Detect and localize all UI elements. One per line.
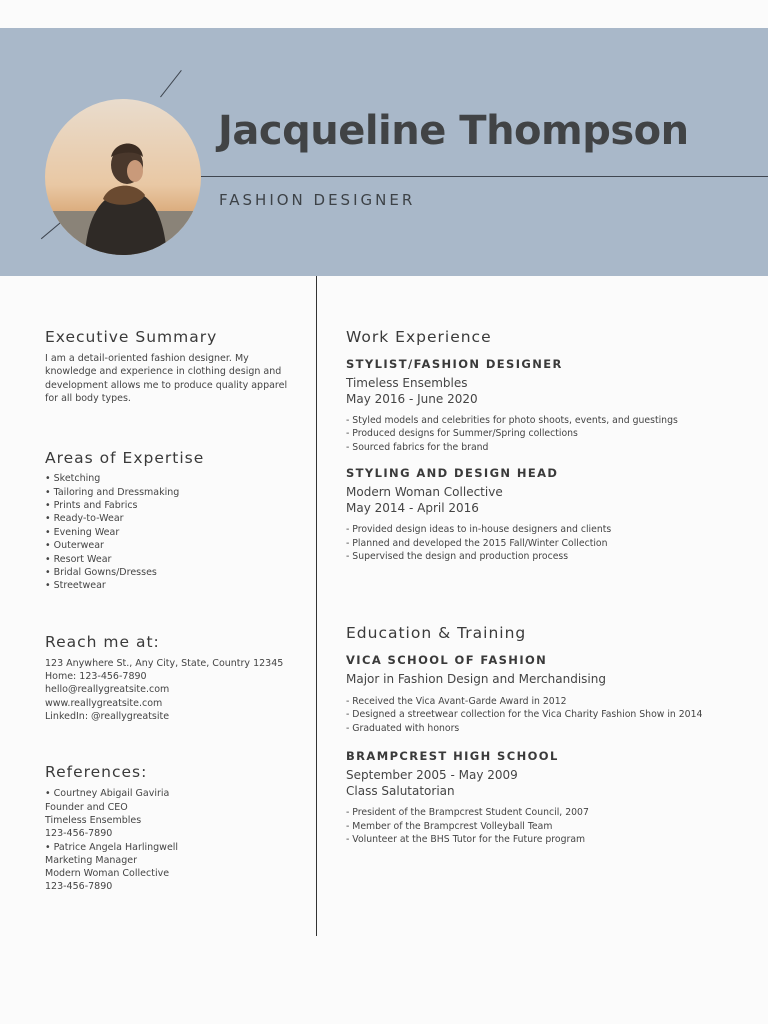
school-entry (346, 749, 746, 846)
linkedin-line: LinkedIn: @reallygreatsite (45, 711, 170, 723)
school-bullets (346, 806, 746, 846)
list-item: • Ready-to-Wear (45, 513, 124, 525)
company-name: Timeless Ensembles (346, 376, 468, 390)
school-entry (346, 653, 746, 735)
reference-line: Marketing Manager (45, 854, 138, 866)
profile-photo (45, 99, 201, 255)
list-item: • Evening Wear (45, 526, 120, 538)
job-bullets (346, 414, 746, 454)
school-detail: Class Salutatorian (346, 783, 455, 798)
bullet-item: - President of the Brampcrest Student Council, 2007 (346, 807, 589, 819)
phone-line: Home: 123-456-7890 (45, 671, 147, 683)
references-section (45, 763, 295, 893)
section-heading: Reach me at: (45, 632, 160, 651)
section-heading: Education & Training (346, 624, 527, 643)
address-line: 123 Anywhere St., Any City, State, Country 12345 (45, 657, 284, 669)
summary-text: I am a detail-oriented fashion designer. My knowledge and experience in clothing design and development allows me to produce quality apparel for all body types. (45, 353, 288, 404)
reference-line: 123-456-7890 (45, 881, 113, 893)
job-entry (346, 466, 746, 563)
contact-lines (45, 657, 295, 723)
company-name: Modern Woman Collective (346, 485, 503, 500)
job-bullets (346, 523, 746, 563)
job-title: STYLING AND DESIGN HEAD (346, 466, 559, 481)
executive-summary-section (45, 328, 295, 405)
school-bullets (346, 695, 746, 735)
list-item: • Sketching (45, 473, 101, 485)
bullet-item: - Produced designs for Summer/Spring collections (346, 428, 578, 440)
school-dates: September 2005 - May 2009 (346, 768, 518, 783)
bullet-item: - Volunteer at the BHS Tutor for the Future program (346, 833, 586, 845)
reference-line: 123-456-7890 (45, 828, 113, 840)
list-item: • Prints and Fabrics (45, 500, 138, 511)
column-divider (316, 276, 317, 936)
list-item: • Tailoring and Dressmaking (45, 486, 180, 498)
reference-line: Timeless Ensembles (45, 814, 142, 826)
contact-section (45, 633, 295, 723)
job-dates: May 2014 - April 2016 (346, 500, 479, 515)
section-heading: References: (45, 763, 148, 782)
bullet-item: - Graduated with honors (346, 722, 460, 734)
reference-line: Modern Woman Collective (45, 868, 170, 880)
bullet-item: - Member of the Brampcrest Volleyball Team (346, 820, 553, 832)
reference-line: • Courtney Abigail Gaviria (45, 788, 170, 800)
bullet-item: - Planned and developed the 2015 Fall/Winter Collection (346, 537, 608, 549)
references-lines (45, 787, 295, 893)
job-title: STYLIST/FASHION DESIGNER (346, 357, 563, 371)
work-experience-section (346, 328, 746, 563)
bullet-item: - Sourced fabrics for the brand (346, 441, 489, 453)
list-item: • Resort Wear (45, 553, 112, 565)
list-item: • Outerwear (45, 540, 104, 552)
job-title-heading: FASHION DESIGNER (219, 191, 416, 209)
right-column (346, 328, 746, 846)
job-dates: May 2016 - June 2020 (346, 391, 478, 406)
expertise-section (45, 449, 295, 593)
section-heading: Areas of Expertise (45, 449, 205, 468)
school-detail: Major in Fashion Design and Merchandising (346, 672, 606, 687)
bullet-item: - Provided design ideas to in-house designers and clients (346, 524, 612, 536)
education-section (346, 624, 746, 846)
header-divider-line (200, 176, 768, 177)
bullet-item: - Received the Vica Avant-Garde Award in 2012 (346, 695, 567, 707)
page-top-margin (0, 0, 768, 28)
reference-line: • Patrice Angela Harlingwell (45, 841, 179, 853)
school-name: BRAMPCREST HIGH SCHOOL (346, 749, 559, 764)
email-line: hello@reallygreatsite.com (45, 684, 170, 696)
section-heading: Executive Summary (45, 328, 218, 346)
website-line: www.reallygreatsite.com (45, 697, 163, 709)
list-item: • Bridal Gowns/Dresses (45, 567, 157, 579)
school-name: VICA SCHOOL OF FASHION (346, 653, 548, 668)
reference-line: Founder and CEO (45, 801, 128, 813)
candidate-name: Jacqueline Thompson (218, 108, 689, 154)
bullet-item: - Styled models and celebrities for photo shoots, events, and guestings (346, 415, 678, 426)
expertise-list (45, 472, 295, 593)
bullet-item: - Supervised the design and production process (346, 551, 569, 563)
section-heading: Work Experience (346, 328, 492, 346)
left-column (45, 328, 295, 894)
job-entry (346, 357, 746, 454)
bullet-item: - Designed a streetwear collection for the Vica Charity Fashion Show in 2014 (346, 709, 703, 721)
list-item: • Streetwear (45, 580, 106, 592)
